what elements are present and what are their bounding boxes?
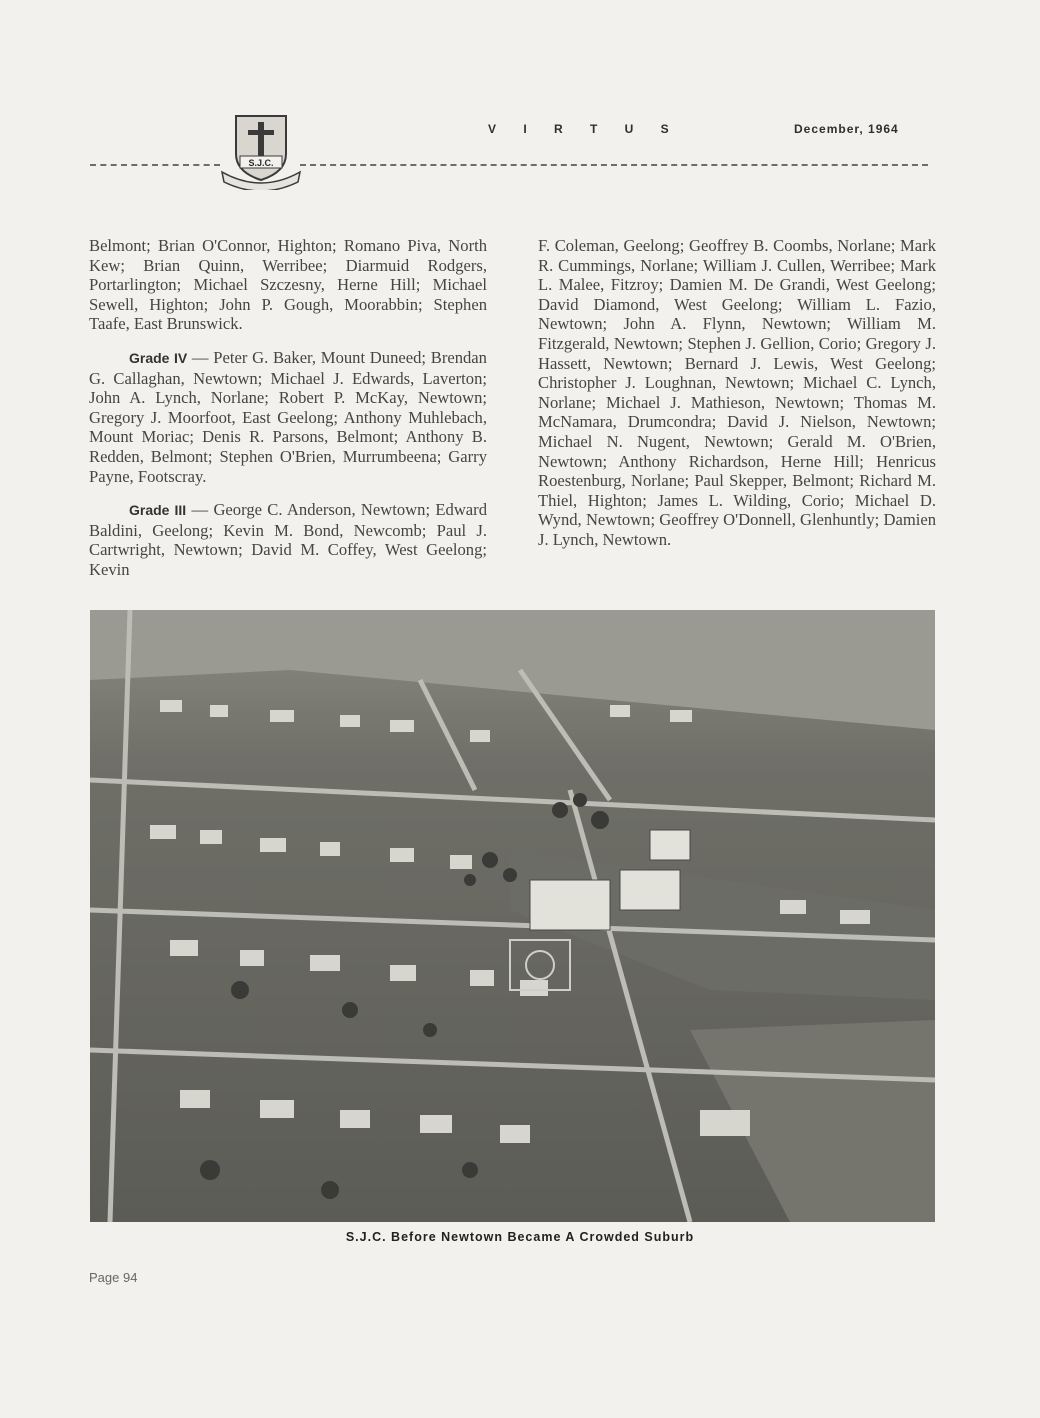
right-column <box>538 236 936 564</box>
grade-iii-paragraph <box>89 500 487 579</box>
page-number: Page 94 <box>89 1270 138 1285</box>
right-column-paragraph: F. Coleman, Geelong; Geoffrey B. Coombs, Norlane; Mark R. Cummings, Norlane; William J. Cullen, Werribee; Mark L. Malee, Fitzroy; Damien M. De Grandi, West Geelong; David Diamond, West Geelong; William L. Fazio, Newtown; John A. Flynn, Newtown; William M. Fitzgerald, Newtown; Stephen J. Gellion, Corio; Gregory J. Hassett, Newtown; Bernard J. Lewis, West Geelong; Christopher J. Loughnan, Newtown; Michael C. Lynch, Norlane; Michael J. Mathieson, Newtown; Thomas M. McNamara, Drumcondra; David J. Nielson, Newtown; Michael N. Nugent, Newtown; Gerald M. O'Brien, Newtown; Anthony Richardson, Herne Hill; Henricus Roestenburg, Norlane; Paul Skepper, Belmont; Richard M. Thiel, Highton; James L. Wilding, Corio; Michael D. Wynd, Newtown; Geoffrey O'Donnell, Glenhuntly; Damien J. Lynch, Newtown. <box>538 236 936 549</box>
issue-date: December, 1964 <box>794 122 899 136</box>
header-rule-right <box>300 164 928 166</box>
grade-iii-names: — George C. Anderson, Newtown; Edward Baldini, Geelong; Kevin M. Bond, Newcomb; Paul J. Cartwright, Newtown; David M. Coffey, West Geelong; Kevin <box>89 500 487 579</box>
grade-iv-names: — Peter G. Baker, Mount Duneed; Brendan G. Callaghan, Newtown; Michael J. Edwards, Laverton; John A. Lynch, Norlane; Robert P. McKay, Newtown; Gregory J. Moorfoot, East Geelong; Anthony Muhlebach, Mount Moriac; Denis R. Parsons, Belmont; Anthony B. Redden, Belmont; Stephen O'Brien, Murrumbeena; Garry Payne, Footscray. <box>89 347 487 486</box>
magazine-title: V I R T U S <box>488 122 681 136</box>
aerial-photograph <box>90 610 935 1222</box>
photo-caption: S.J.C. Before Newtown Became A Crowded Suburb <box>345 1230 695 1244</box>
header-rule-left <box>90 164 220 166</box>
left-intro-paragraph: Belmont; Brian O'Connor, Highton; Romano Piva, North Kew; Brian Quinn, Werribee; Diarmuid Rodgers, Portarlington; Michael Szczesny, Herne Hill; Michael Sewell, Highton; John P. Gough, Moorabbin; Stephen Taafe, East Brunswick. <box>89 236 487 334</box>
college-crest-logo <box>218 110 304 190</box>
svg-text:S.J.C.: S.J.C. <box>248 158 274 168</box>
grade-iv-label: Grade IV <box>129 349 188 366</box>
left-column <box>89 236 487 594</box>
grade-iv-paragraph <box>89 348 487 486</box>
grade-iii-label: Grade III <box>129 502 187 519</box>
